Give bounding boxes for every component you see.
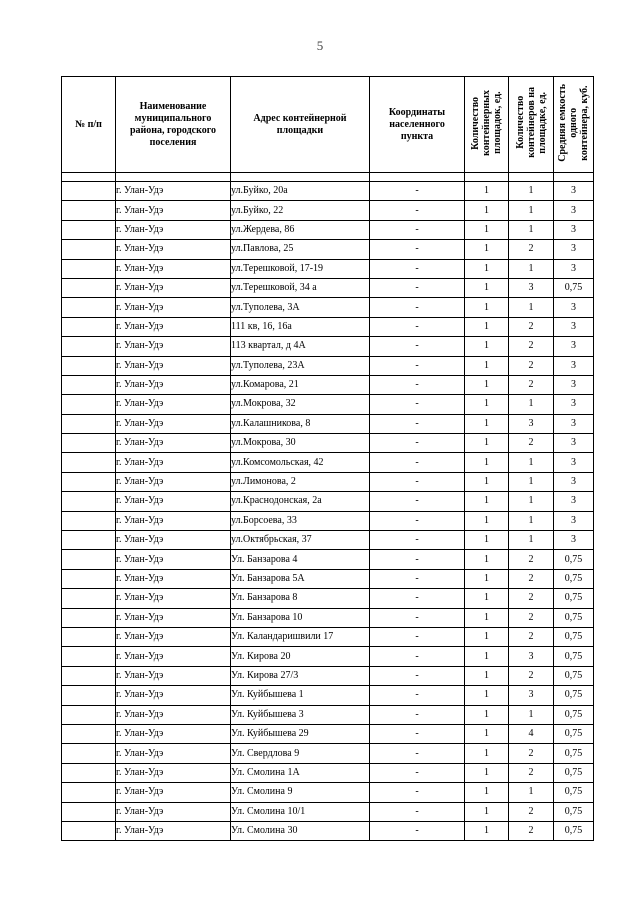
containers-cell: 1: [509, 705, 554, 724]
coords-cell: -: [370, 724, 465, 743]
coords-cell: -: [370, 453, 465, 472]
table-body: [62, 173, 594, 841]
district-cell: г. Улан-Удэ: [116, 201, 231, 220]
address-cell: Ул. Кирова 20: [231, 647, 370, 666]
containers-cell: 2: [509, 375, 554, 394]
num-cell: [62, 608, 116, 627]
sites-cell: 1: [465, 783, 509, 802]
table-row: [62, 298, 594, 317]
containers-cell: 1: [509, 453, 554, 472]
district-cell: г. Улан-Удэ: [116, 647, 231, 666]
coords-cell: -: [370, 472, 465, 491]
coords-cell: -: [370, 259, 465, 278]
district-cell: г. Улан-Удэ: [116, 569, 231, 588]
containers-cell: 1: [509, 472, 554, 491]
sites-cell: 1: [465, 705, 509, 724]
num-cell: [62, 511, 116, 530]
coords-cell: -: [370, 414, 465, 433]
address-cell: Ул. Банзарова 5А: [231, 569, 370, 588]
capacity-cell: 3: [554, 259, 594, 278]
capacity-cell: 0,75: [554, 802, 594, 821]
coords-cell: -: [370, 763, 465, 782]
capacity-cell: 0,75: [554, 550, 594, 569]
district-cell: г. Улан-Удэ: [116, 705, 231, 724]
num-cell: [62, 201, 116, 220]
containers-cell: 1: [509, 783, 554, 802]
coords-cell: -: [370, 627, 465, 646]
district-cell: г. Улан-Удэ: [116, 414, 231, 433]
sites-cell: 1: [465, 763, 509, 782]
sites-cell: 1: [465, 589, 509, 608]
containers-cell: 1: [509, 531, 554, 550]
capacity-cell: 3: [554, 511, 594, 530]
sites-cell: 1: [465, 627, 509, 646]
containers-cell: 3: [509, 686, 554, 705]
district-cell: г. Улан-Удэ: [116, 395, 231, 414]
district-cell: г. Улан-Удэ: [116, 666, 231, 685]
address-cell: ул.Комсомольская, 42: [231, 453, 370, 472]
capacity-cell: 3: [554, 182, 594, 201]
page-number: 5: [316, 38, 324, 53]
table-row: [62, 783, 594, 802]
sites-cell: 1: [465, 259, 509, 278]
table-row: [62, 608, 594, 627]
coords-cell: -: [370, 531, 465, 550]
address-cell: ул.Туполева, 3А: [231, 298, 370, 317]
table-row: [62, 705, 594, 724]
sites-cell: 1: [465, 821, 509, 840]
num-cell: [62, 589, 116, 608]
capacity-cell: 0,75: [554, 783, 594, 802]
district-cell: г. Улан-Удэ: [116, 802, 231, 821]
coords-cell: -: [370, 666, 465, 685]
sites-cell: 1: [465, 666, 509, 685]
num-cell: [62, 666, 116, 685]
sites-cell: 1: [465, 531, 509, 550]
coords-cell: -: [370, 511, 465, 530]
num-cell: [62, 298, 116, 317]
header-coords: Координаты населенного пункта: [370, 77, 465, 173]
num-cell: [62, 453, 116, 472]
sites-cell: 1: [465, 647, 509, 666]
district-cell: г. Улан-Удэ: [116, 821, 231, 840]
table-row: [62, 686, 594, 705]
address-cell: 113 квартал, д 4А: [231, 337, 370, 356]
table-row: [62, 569, 594, 588]
num-cell: [62, 744, 116, 763]
capacity-cell: 3: [554, 375, 594, 394]
address-cell: ул.Мокрова, 30: [231, 434, 370, 453]
coords-cell: -: [370, 220, 465, 239]
num-cell: [62, 492, 116, 511]
address-cell: ул.Жердева, 86: [231, 220, 370, 239]
sites-cell: 1: [465, 744, 509, 763]
coords-cell: -: [370, 705, 465, 724]
sites-cell: 1: [465, 395, 509, 414]
num-cell: [62, 802, 116, 821]
containers-cell: 2: [509, 666, 554, 685]
district-cell: г. Улан-Удэ: [116, 317, 231, 336]
sites-cell: 1: [465, 724, 509, 743]
num-cell: [62, 821, 116, 840]
sites-cell: 1: [465, 182, 509, 201]
address-cell: Ул. Кирова 27/3: [231, 666, 370, 685]
address-cell: Ул. Смолина 10/1: [231, 802, 370, 821]
address-cell: Ул. Куйбышева 1: [231, 686, 370, 705]
sites-cell: 1: [465, 434, 509, 453]
num-cell: [62, 356, 116, 375]
address-cell: ул.Туполева, 23А: [231, 356, 370, 375]
num-cell: [62, 434, 116, 453]
address-cell: Ул. Каландаришвили 17: [231, 627, 370, 646]
district-cell: г. Улан-Удэ: [116, 220, 231, 239]
containers-cell: 2: [509, 608, 554, 627]
containers-cell: 2: [509, 589, 554, 608]
header-capacity-text: Средняя емкость одного контейнера, куб.: [557, 83, 590, 162]
containers-cell: 2: [509, 550, 554, 569]
address-cell: Ул. Банзарова 10: [231, 608, 370, 627]
num-cell: [62, 240, 116, 259]
coords-cell: -: [370, 783, 465, 802]
header-containers-text: Количество контейнеров на площадке, ед.: [514, 87, 548, 158]
district-cell: г. Улан-Удэ: [116, 724, 231, 743]
container-sites-table: [61, 76, 594, 841]
coords-cell: -: [370, 492, 465, 511]
district-cell: г. Улан-Удэ: [116, 453, 231, 472]
table-row: [62, 492, 594, 511]
containers-cell: 2: [509, 802, 554, 821]
containers-cell: 2: [509, 744, 554, 763]
sites-cell: 1: [465, 550, 509, 569]
coords-cell: -: [370, 744, 465, 763]
capacity-cell: 0,75: [554, 569, 594, 588]
district-cell: г. Улан-Удэ: [116, 337, 231, 356]
capacity-cell: 3: [554, 531, 594, 550]
num-cell: [62, 472, 116, 491]
table-row: [62, 550, 594, 569]
num-cell: [62, 550, 116, 569]
containers-cell: 1: [509, 182, 554, 201]
district-cell: г. Улан-Удэ: [116, 182, 231, 201]
num-cell: [62, 220, 116, 239]
table-row: [62, 589, 594, 608]
address-cell: Ул. Смолина 9: [231, 783, 370, 802]
capacity-cell: 0,75: [554, 608, 594, 627]
district-cell: г. Улан-Удэ: [116, 434, 231, 453]
num-cell: [62, 627, 116, 646]
header-district: Наименование муниципального района, городского поселения: [116, 77, 231, 173]
containers-cell: 1: [509, 395, 554, 414]
header-num: № п/п: [62, 77, 116, 173]
coords-cell: -: [370, 356, 465, 375]
header-capacity: [554, 77, 594, 173]
coords-cell: -: [370, 589, 465, 608]
containers-cell: 1: [509, 298, 554, 317]
sites-cell: 1: [465, 453, 509, 472]
num-cell: [62, 763, 116, 782]
capacity-cell: 3: [554, 492, 594, 511]
sites-cell: 1: [465, 686, 509, 705]
district-cell: г. Улан-Удэ: [116, 589, 231, 608]
capacity-cell: 3: [554, 220, 594, 239]
capacity-cell: 3: [554, 240, 594, 259]
sites-cell: 1: [465, 472, 509, 491]
sites-cell: 1: [465, 569, 509, 588]
sites-cell: 1: [465, 278, 509, 297]
table-row: [62, 375, 594, 394]
num-cell: [62, 375, 116, 394]
table-row: [62, 744, 594, 763]
num-cell: [62, 395, 116, 414]
containers-cell: 2: [509, 240, 554, 259]
district-cell: г. Улан-Удэ: [116, 240, 231, 259]
sites-cell: 1: [465, 492, 509, 511]
table-row: [62, 531, 594, 550]
containers-cell: 1: [509, 220, 554, 239]
address-cell: Ул. Куйбышева 3: [231, 705, 370, 724]
table-row: [62, 472, 594, 491]
sites-cell: 1: [465, 414, 509, 433]
header-sites-text: Количество контейнерных площадок, ед.: [470, 89, 503, 156]
table-row: [62, 414, 594, 433]
capacity-cell: 0,75: [554, 589, 594, 608]
district-cell: г. Улан-Удэ: [116, 608, 231, 627]
coords-cell: -: [370, 298, 465, 317]
district-cell: г. Улан-Удэ: [116, 356, 231, 375]
containers-cell: 2: [509, 317, 554, 336]
table-row: [62, 317, 594, 336]
containers-cell: 3: [509, 414, 554, 433]
capacity-cell: 0,75: [554, 763, 594, 782]
district-cell: г. Улан-Удэ: [116, 298, 231, 317]
capacity-cell: 3: [554, 472, 594, 491]
num-cell: [62, 569, 116, 588]
num-cell: [62, 647, 116, 666]
sites-cell: 1: [465, 802, 509, 821]
coords-cell: -: [370, 240, 465, 259]
address-cell: ул.Мокрова, 32: [231, 395, 370, 414]
coords-cell: -: [370, 201, 465, 220]
num-cell: [62, 317, 116, 336]
table-row: [62, 182, 594, 201]
coords-cell: -: [370, 802, 465, 821]
num-cell: [62, 182, 116, 201]
coords-cell: -: [370, 647, 465, 666]
address-cell: ул.Борсоева, 33: [231, 511, 370, 530]
capacity-cell: 0,75: [554, 647, 594, 666]
num-cell: [62, 414, 116, 433]
containers-cell: 2: [509, 569, 554, 588]
capacity-cell: 3: [554, 356, 594, 375]
table-row: [62, 763, 594, 782]
table-row-blank: [62, 173, 594, 182]
address-cell: 111 кв, 16, 16а: [231, 317, 370, 336]
district-cell: г. Улан-Удэ: [116, 511, 231, 530]
coords-cell: -: [370, 434, 465, 453]
district-cell: г. Улан-Удэ: [116, 259, 231, 278]
sites-cell: 1: [465, 511, 509, 530]
coords-cell: -: [370, 395, 465, 414]
coords-cell: -: [370, 375, 465, 394]
capacity-cell: 0,75: [554, 705, 594, 724]
district-cell: г. Улан-Удэ: [116, 627, 231, 646]
coords-cell: -: [370, 686, 465, 705]
address-cell: ул.Буйко, 22: [231, 201, 370, 220]
capacity-cell: 0,75: [554, 686, 594, 705]
capacity-cell: 0,75: [554, 744, 594, 763]
table-row: [62, 356, 594, 375]
table-row: [62, 666, 594, 685]
coords-cell: -: [370, 278, 465, 297]
coords-cell: -: [370, 317, 465, 336]
coords-cell: -: [370, 821, 465, 840]
district-cell: г. Улан-Удэ: [116, 531, 231, 550]
capacity-cell: 3: [554, 317, 594, 336]
address-cell: ул.Комарова, 21: [231, 375, 370, 394]
district-cell: г. Улан-Удэ: [116, 763, 231, 782]
header-containers: [509, 77, 554, 173]
containers-cell: 1: [509, 259, 554, 278]
num-cell: [62, 686, 116, 705]
num-cell: [62, 531, 116, 550]
address-cell: Ул. Банзарова 8: [231, 589, 370, 608]
sites-cell: 1: [465, 317, 509, 336]
district-cell: г. Улан-Удэ: [116, 686, 231, 705]
capacity-cell: 3: [554, 298, 594, 317]
containers-cell: 1: [509, 492, 554, 511]
containers-cell: 2: [509, 337, 554, 356]
table-row: [62, 647, 594, 666]
address-cell: ул.Калашникова, 8: [231, 414, 370, 433]
table-row: [62, 627, 594, 646]
sites-cell: 1: [465, 220, 509, 239]
containers-cell: 2: [509, 434, 554, 453]
address-cell: Ул. Куйбышева 29: [231, 724, 370, 743]
sites-cell: 1: [465, 240, 509, 259]
capacity-cell: 3: [554, 453, 594, 472]
address-cell: ул.Буйко, 20а: [231, 182, 370, 201]
coords-cell: -: [370, 608, 465, 627]
table-header-row: [62, 77, 594, 173]
address-cell: ул.Терешковой, 17-19: [231, 259, 370, 278]
address-cell: Ул. Банзарова 4: [231, 550, 370, 569]
capacity-cell: 0,75: [554, 627, 594, 646]
containers-cell: 2: [509, 763, 554, 782]
table-row: [62, 395, 594, 414]
capacity-cell: 3: [554, 201, 594, 220]
address-cell: Ул. Смолина 30: [231, 821, 370, 840]
coords-cell: -: [370, 550, 465, 569]
num-cell: [62, 705, 116, 724]
district-cell: г. Улан-Удэ: [116, 783, 231, 802]
sites-cell: 1: [465, 337, 509, 356]
capacity-cell: 0,75: [554, 666, 594, 685]
address-cell: Ул. Свердлова 9: [231, 744, 370, 763]
district-cell: г. Улан-Удэ: [116, 492, 231, 511]
district-cell: г. Улан-Удэ: [116, 744, 231, 763]
containers-cell: 3: [509, 278, 554, 297]
sites-cell: 1: [465, 201, 509, 220]
header-address: Адрес контейнерной площадки: [231, 77, 370, 173]
capacity-cell: 0,75: [554, 821, 594, 840]
capacity-cell: 3: [554, 395, 594, 414]
coords-cell: -: [370, 569, 465, 588]
containers-cell: 2: [509, 627, 554, 646]
district-cell: г. Улан-Удэ: [116, 375, 231, 394]
containers-cell: 1: [509, 511, 554, 530]
district-cell: г. Улан-Удэ: [116, 472, 231, 491]
capacity-cell: 3: [554, 434, 594, 453]
num-cell: [62, 278, 116, 297]
sites-cell: 1: [465, 298, 509, 317]
district-cell: г. Улан-Удэ: [116, 278, 231, 297]
address-cell: ул.Краснодонская, 2а: [231, 492, 370, 511]
num-cell: [62, 259, 116, 278]
address-cell: ул.Октябрьская, 37: [231, 531, 370, 550]
table-row: [62, 278, 594, 297]
address-cell: ул.Лимонова, 2: [231, 472, 370, 491]
table-row: [62, 337, 594, 356]
table-row: [62, 240, 594, 259]
num-cell: [62, 724, 116, 743]
table-row: [62, 259, 594, 278]
containers-cell: 3: [509, 647, 554, 666]
coords-cell: -: [370, 337, 465, 356]
table-row: [62, 802, 594, 821]
table-row: [62, 201, 594, 220]
sites-cell: 1: [465, 608, 509, 627]
table-row: [62, 511, 594, 530]
header-sites: [465, 77, 509, 173]
containers-cell: 1: [509, 201, 554, 220]
table-row: [62, 453, 594, 472]
capacity-cell: 3: [554, 414, 594, 433]
containers-cell: 2: [509, 356, 554, 375]
sites-cell: 1: [465, 375, 509, 394]
table-row: [62, 821, 594, 840]
num-cell: [62, 783, 116, 802]
capacity-cell: 0,75: [554, 724, 594, 743]
capacity-cell: 0,75: [554, 278, 594, 297]
table-row: [62, 434, 594, 453]
coords-cell: -: [370, 182, 465, 201]
sites-cell: 1: [465, 356, 509, 375]
address-cell: ул.Терешковой, 34 а: [231, 278, 370, 297]
table-row: [62, 220, 594, 239]
table-row: [62, 724, 594, 743]
num-cell: [62, 337, 116, 356]
district-cell: г. Улан-Удэ: [116, 550, 231, 569]
address-cell: Ул. Смолина 1А: [231, 763, 370, 782]
capacity-cell: 3: [554, 337, 594, 356]
address-cell: ул.Павлова, 25: [231, 240, 370, 259]
containers-cell: 4: [509, 724, 554, 743]
containers-cell: 2: [509, 821, 554, 840]
